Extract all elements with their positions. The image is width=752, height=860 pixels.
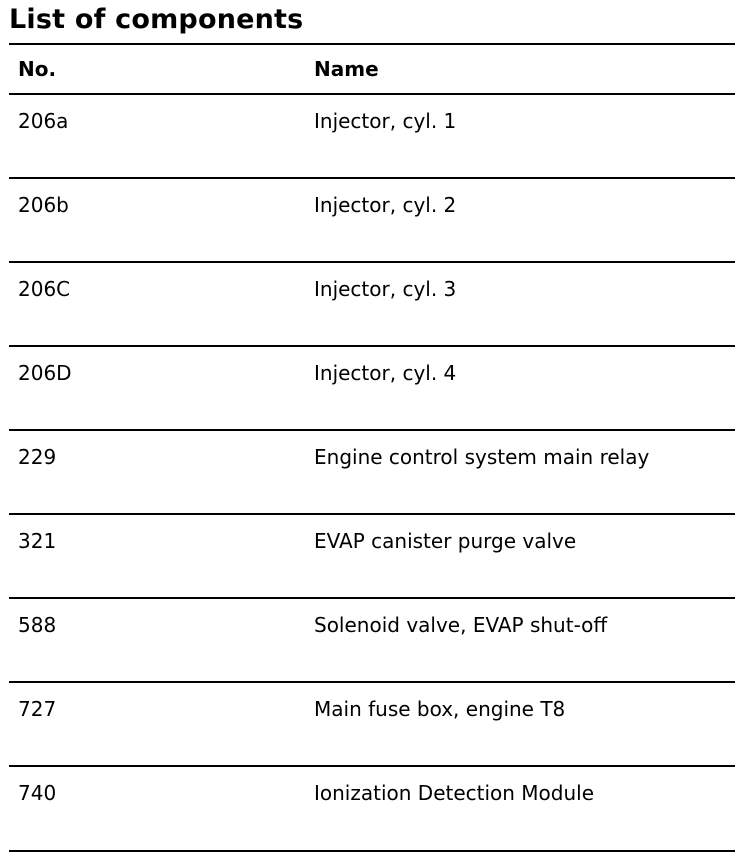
table-row — [9, 682, 735, 766]
component-number: 206a — [9, 94, 305, 178]
column-header-no: No. — [9, 45, 305, 94]
table-row — [9, 178, 735, 262]
component-number: 727 — [9, 682, 305, 766]
component-name: EVAP canister purge valve — [305, 514, 735, 598]
component-number: 321 — [9, 514, 305, 598]
document-page — [9, 0, 735, 852]
component-name: Solenoid valve, EVAP shut-off — [305, 598, 735, 682]
table-header — [9, 45, 735, 94]
table-row — [9, 346, 735, 430]
column-header-name: Name — [305, 45, 735, 94]
component-number: 229 — [9, 430, 305, 514]
component-number: 206C — [9, 262, 305, 346]
table-row — [9, 430, 735, 514]
component-number: 588 — [9, 598, 305, 682]
component-number: 206b — [9, 178, 305, 262]
component-name: Engine control system main relay — [305, 430, 735, 514]
table-row — [9, 598, 735, 682]
component-number: 740 — [9, 766, 305, 851]
component-name: Injector, cyl. 3 — [305, 262, 735, 346]
component-number: 206D — [9, 346, 305, 430]
component-name: Ionization Detection Module — [305, 766, 735, 851]
components-table — [9, 45, 735, 852]
table-row — [9, 262, 735, 346]
table-body — [9, 94, 735, 851]
header-row — [9, 45, 735, 94]
component-name: Injector, cyl. 2 — [305, 178, 735, 262]
table-row — [9, 94, 735, 178]
component-name: Injector, cyl. 1 — [305, 94, 735, 178]
table-row — [9, 514, 735, 598]
page-title: List of components — [9, 0, 735, 45]
component-name: Injector, cyl. 4 — [305, 346, 735, 430]
table-row — [9, 766, 735, 851]
component-name: Main fuse box, engine T8 — [305, 682, 735, 766]
